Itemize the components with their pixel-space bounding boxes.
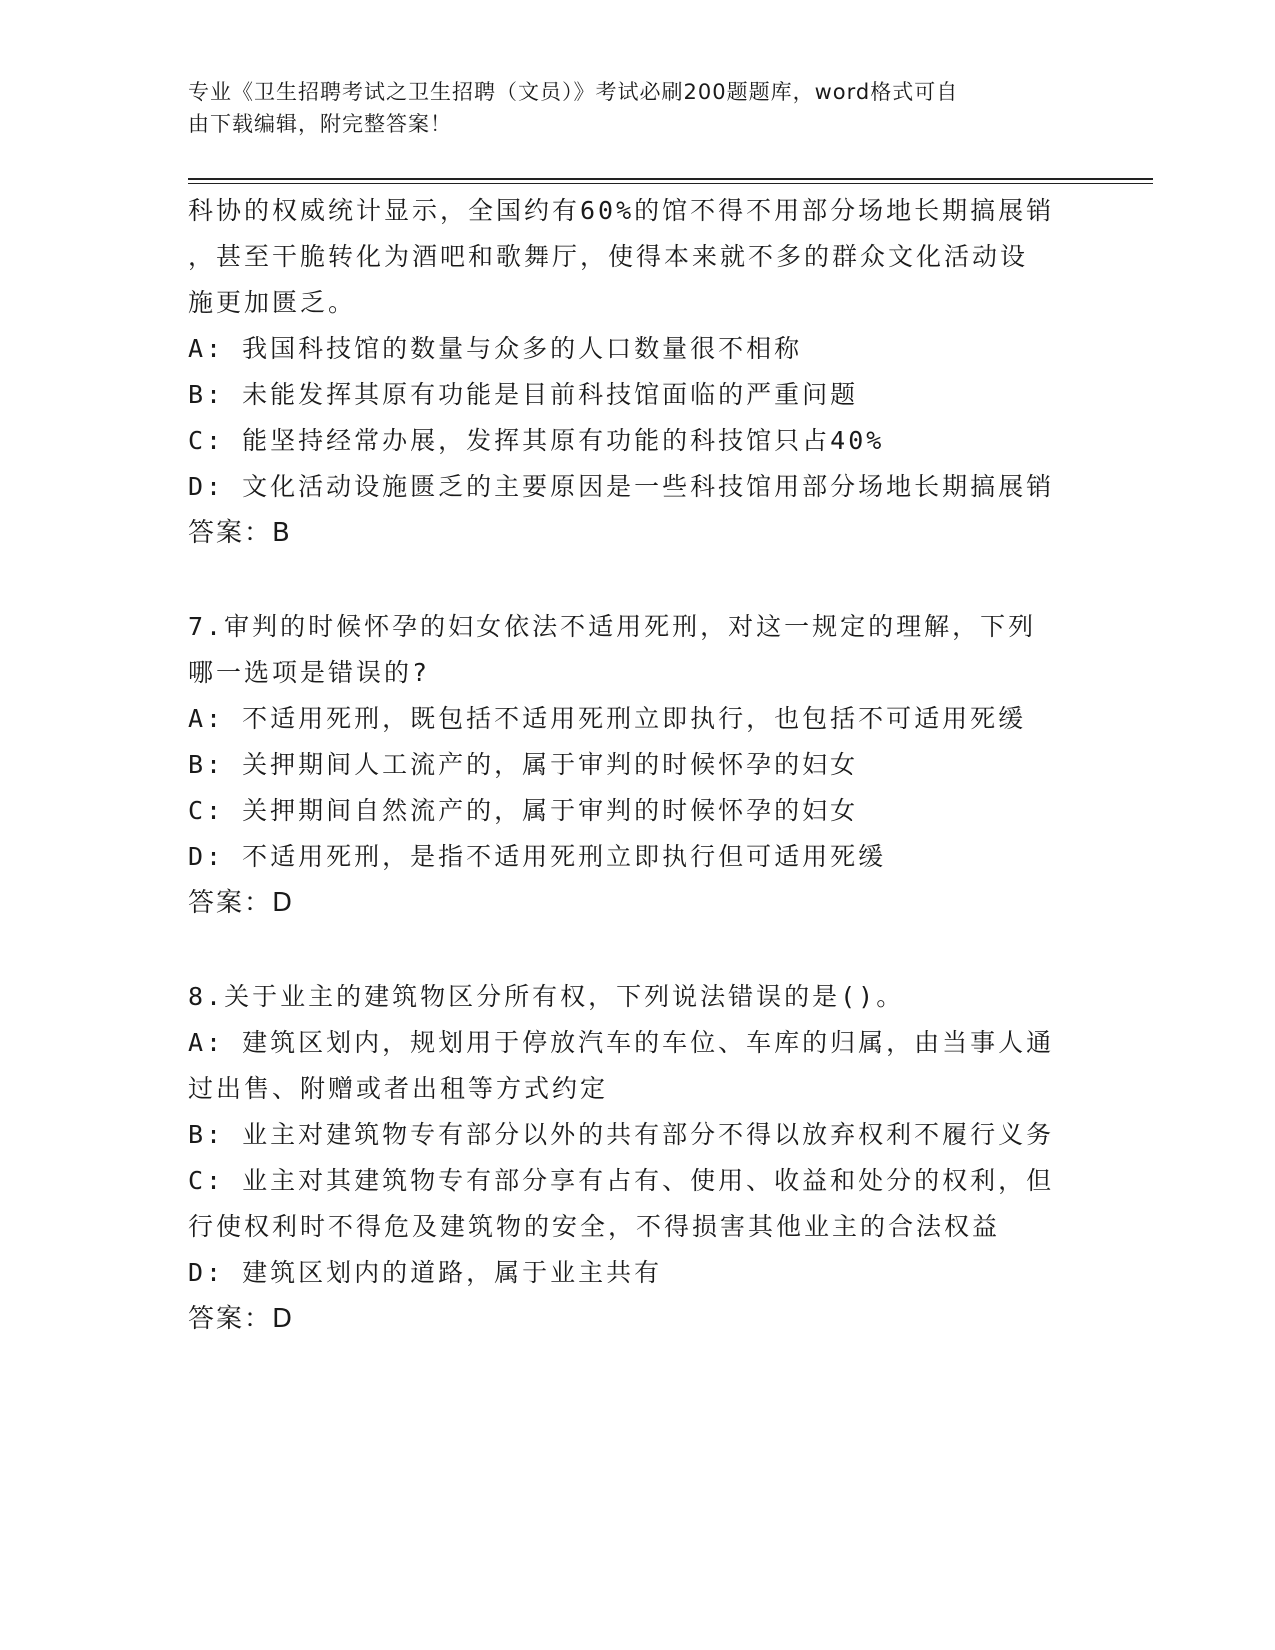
question-stem-line: 7.审判的时候怀孕的妇女依法不适用死刑，对这一规定的理解，下列 — [188, 612, 1037, 641]
option-a: A: 建筑区划内，规划用于停放汽车的车位、车库的归属，由当事人通 — [188, 1028, 1055, 1057]
question-stem-line: 哪一选项是错误的? — [188, 658, 431, 687]
option-a: A: 不适用死刑，既包括不适用死刑立即执行，也包括不可适用死缓 — [188, 704, 1027, 733]
header-title-line-2: 由下载编辑，附完整答案！ — [188, 112, 452, 136]
option-d: D: 不适用死刑，是指不适用死刑立即执行但可适用死缓 — [188, 842, 887, 871]
question-stem-line: 8.关于业主的建筑物区分所有权，下列说法错误的是()。 — [188, 982, 905, 1011]
question-stem-line: 施更加匮乏。 — [188, 288, 357, 317]
answer-label: 答案：D — [188, 888, 295, 918]
question-stem-line: ，甚至干脆转化为酒吧和歌舞厅，使得本来就不多的群众文化活动设 — [188, 242, 1029, 271]
answer-label: 答案：B — [188, 518, 292, 548]
option-c-continued: 行使权利时不得危及建筑物的安全，不得损害其他业主的合法权益 — [188, 1212, 1001, 1241]
option-c: C: 能坚持经常办展，发挥其原有功能的科技馆只占40% — [188, 426, 885, 455]
option-b: B: 业主对建筑物专有部分以外的共有部分不得以放弃权利不履行义务 — [188, 1120, 1055, 1149]
question-7 — [188, 604, 1088, 926]
header-divider-thick — [188, 178, 1153, 180]
option-c: C: 业主对其建筑物专有部分享有占有、使用、收益和处分的权利，但 — [188, 1166, 1055, 1195]
question-8 — [188, 974, 1088, 1342]
option-b: B: 关押期间人工流产的，属于审判的时候怀孕的妇女 — [188, 750, 859, 779]
header-title-line-1: 专业《卫生招聘考试之卫生招聘（文员）》考试必刷200题题库，word格式可自 — [188, 80, 959, 104]
document-header — [188, 76, 1088, 140]
option-a-continued: 过出售、附赠或者出租等方式约定 — [188, 1074, 609, 1103]
document-body — [188, 188, 1088, 1342]
option-d: D: 文化活动设施匮乏的主要原因是一些科技馆用部分场地长期搞展销 — [188, 472, 1055, 501]
spacer — [188, 926, 1088, 974]
header-divider-thin — [188, 183, 1153, 184]
option-d: D: 建筑区划内的道路，属于业主共有 — [188, 1258, 663, 1287]
spacer — [188, 556, 1088, 604]
answer-label: 答案：D — [188, 1304, 295, 1334]
option-b: B: 未能发挥其原有功能是目前科技馆面临的严重问题 — [188, 380, 859, 409]
option-a: A: 我国科技馆的数量与众多的人口数量很不相称 — [188, 334, 803, 363]
question-6 — [188, 188, 1088, 556]
question-stem-line: 科协的权威统计显示，全国约有60%的馆不得不用部分场地长期搞展销 — [188, 196, 1055, 225]
option-c: C: 关押期间自然流产的，属于审判的时候怀孕的妇女 — [188, 796, 859, 825]
